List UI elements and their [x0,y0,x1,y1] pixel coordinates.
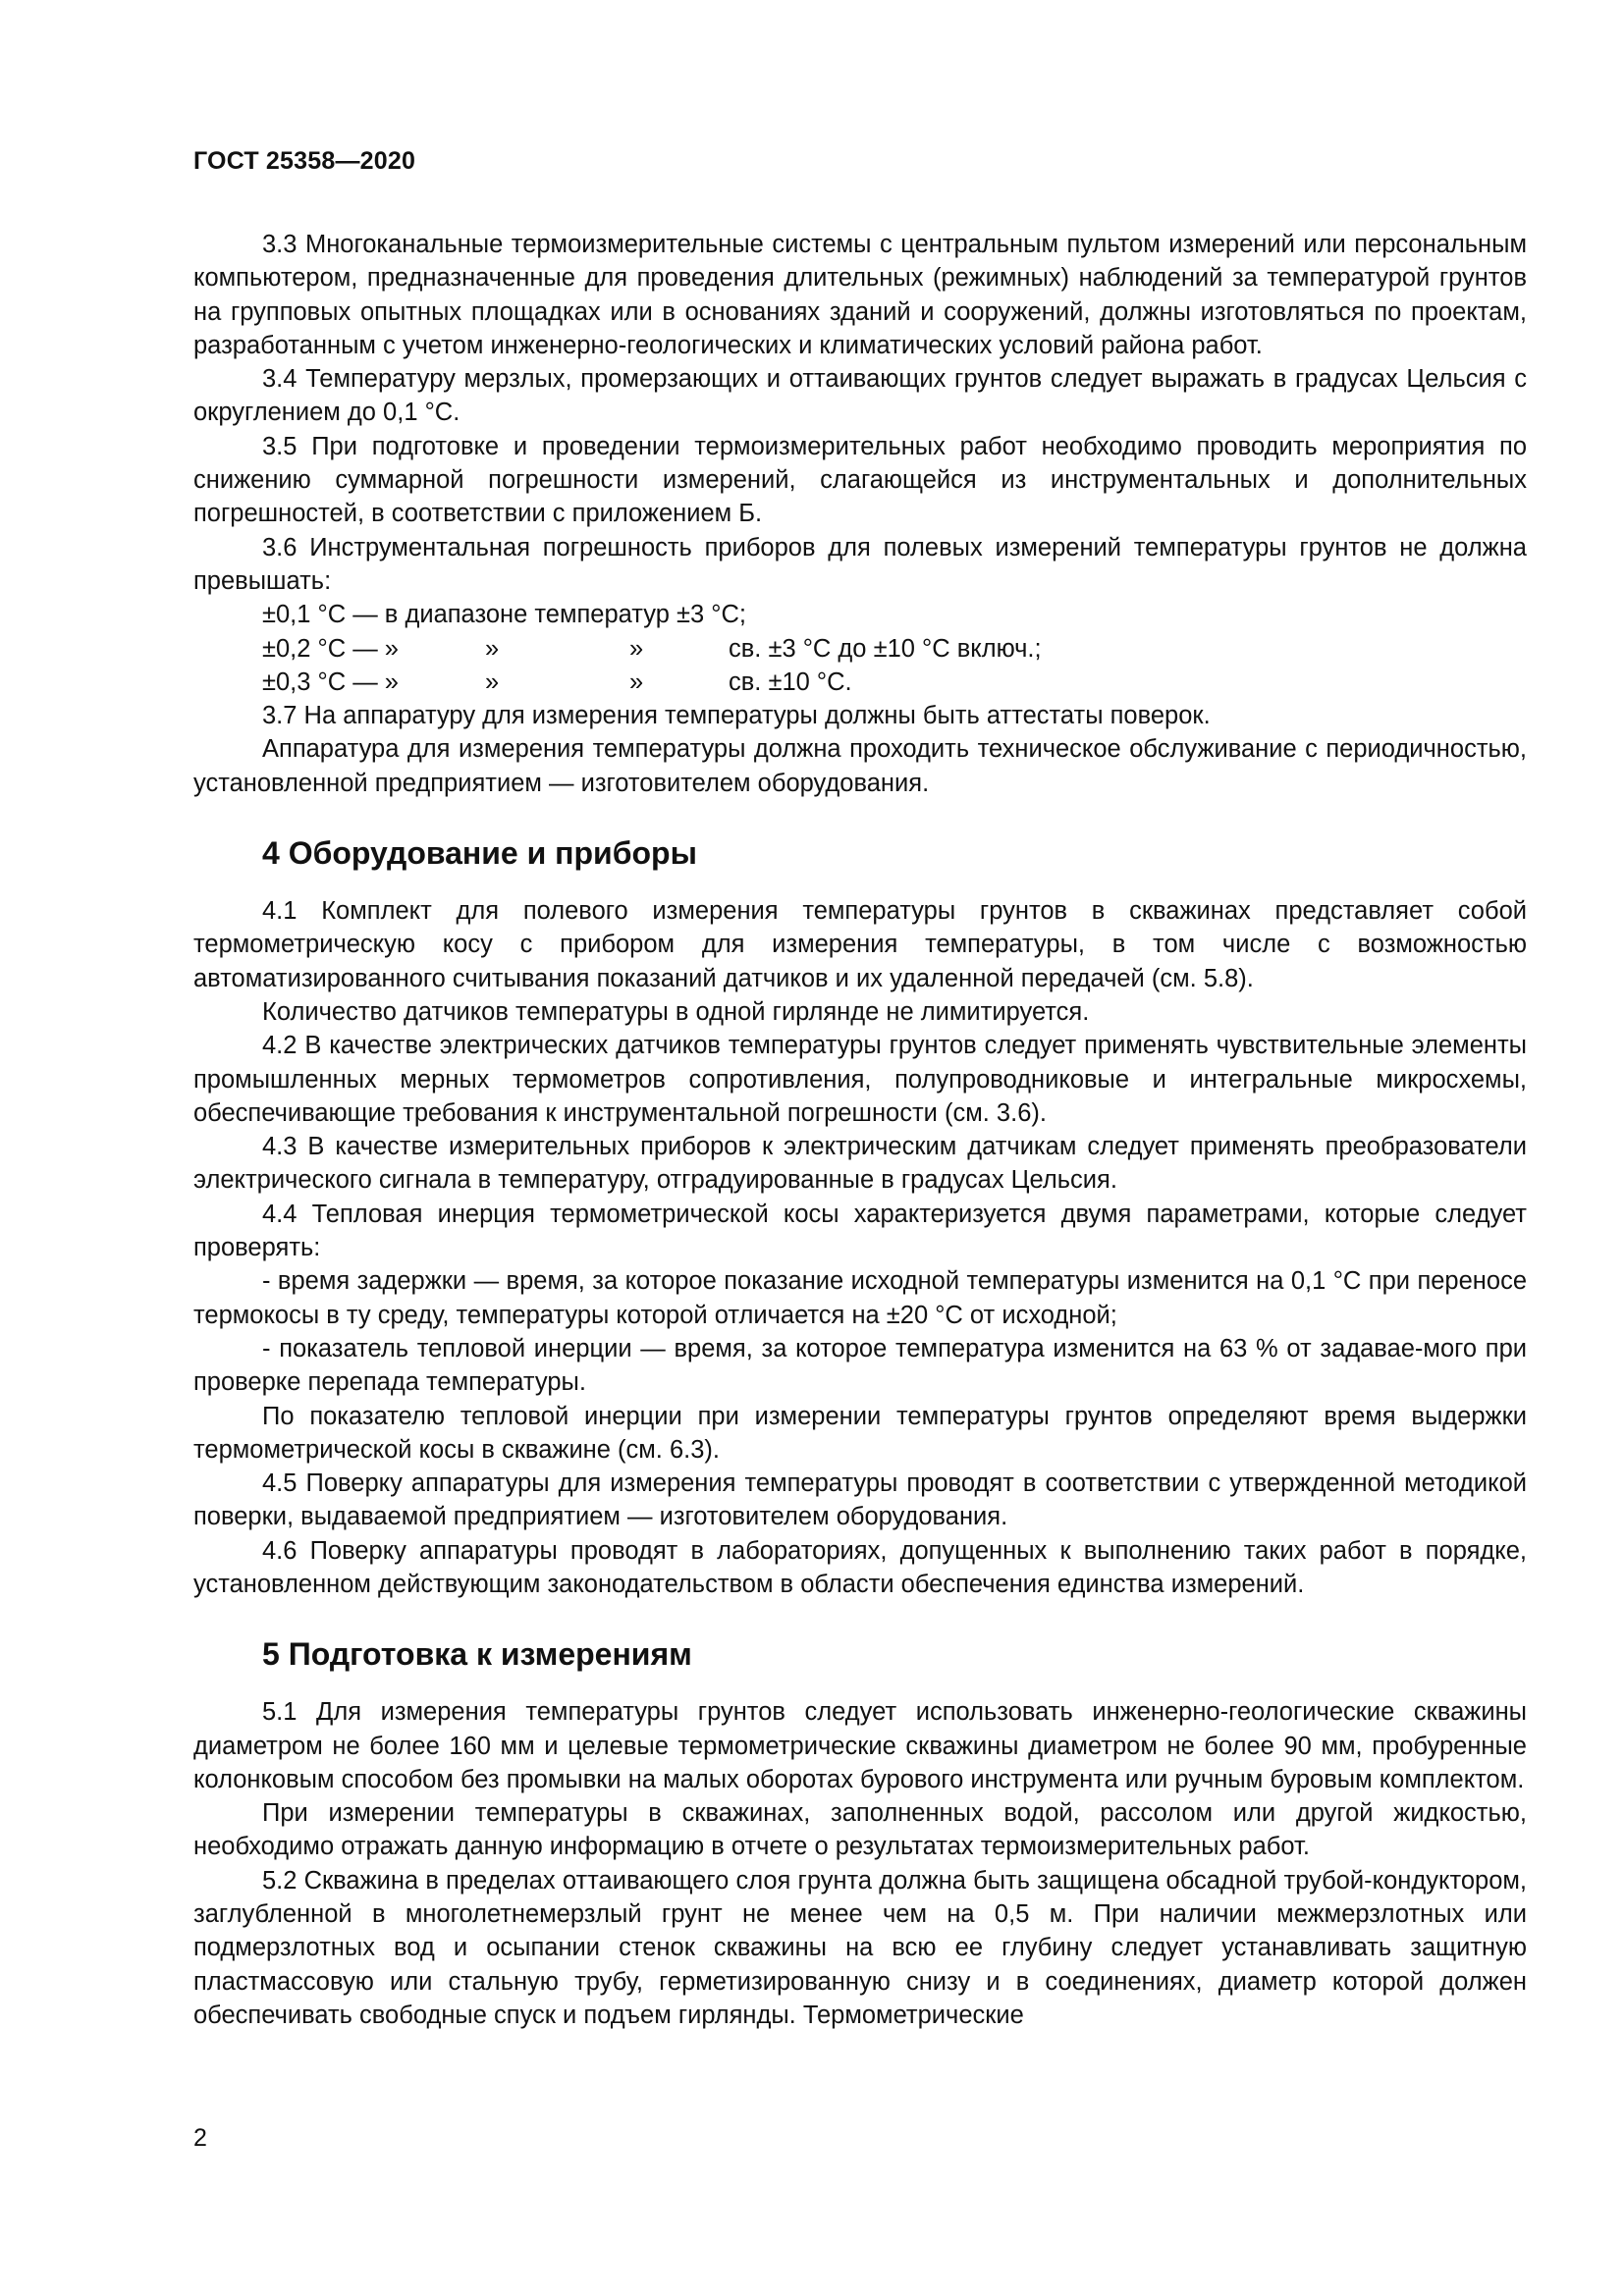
section-4-heading: 4 Оборудование и приборы [262,835,697,872]
paragraph-3-4: 3.4 Температуру мерзлых, промерзающих и оттаивающих грунтов следует выражать в градусах Цельсия с округлением до 0,1 °С. [193,365,1527,427]
paragraph-3-7-continued: Аппаратура для измерения температуры должна проходить техническое обслуживание с периодичностью, установленной предприятием — изготовителем оборудования. [193,735,1527,797]
paragraph-3-3: 3.3 Многоканальные термоизмерительные системы с центральным пультом измерений или персональным компьютером, предназначенные для проведения длительных (режимных) наблюдений за температурой грунтов на групповых опытных площадках или в основаниях зданий и сооружений, должны изготовляться по проектам, разработанным с учетом инженерно-геологических и климатических условий района работ. [193,231,1527,359]
paragraph-3-7: 3.7 На аппаратуру для измерения температуры должны быть аттестаты поверок. [262,702,1211,730]
paragraph-4-5: 4.5 Поверку аппаратуры для измерения температуры проводят в соответствии с утвержденной методикой поверки, выдаваемой предприятием — изготовителем оборудования. [193,1469,1527,1531]
paragraph-5-2: 5.2 Скважина в пределах оттаивающего слоя грунта должна быть защищена обсадной трубой-кондуктором, заглубленной в многолетнемерзлый грунт не менее чем на 0,5 м. При наличии межмерзлотных или подмерзлотных вод и осыпании стенок скважины на всю ее глубину следует устанавливать защитную пластмассовую или стальную трубу, герметизированную снизу и в соединениях, диаметр которой должен обеспечивать свободные спуск и подъем гирлянды. Термометрические [193,1866,1527,2029]
page-number: 2 [193,2124,207,2152]
ditto-mark: » [485,667,500,696]
paragraph-5-1: 5.1 Для измерения температуры грунтов следует использовать инженерно-геологические скважины диаметром не более 160 мм и целевые термометрические скважины диаметром не более 90 мм, пробуренные колонковым способом без промывки на малых оборотах бурового инструмента или ручным буровым комплектом. [193,1698,1527,1793]
tolerance-range: св. ±3 °С до ±10 °С включ.; [729,634,1042,663]
paragraph-3-5: 3.5 При подготовке и проведении термоизмерительных работ необходимо проводить мероприятия по снижению суммарной погрешности измерений, слагающейся из инструментальных и дополнительных погрешностей, в соответствии с приложением Б. [193,432,1527,528]
tolerance-value: ±0,3 °С — » [262,667,399,696]
paragraph-4-4-continued: По показателю тепловой инерции при измерении температуры грунтов определяют время выдержки термометрической косы в скважине (см. 6.3). [193,1402,1527,1464]
paragraph-4-1: 4.1 Комплект для полевого измерения температуры грунтов в скважинах представляет собой термометрическую косу с прибором для измерения температуры, в том числе с возможностью автоматизированного считывания показаний датчиков и их удаленной передачей (см. 5.8). [193,897,1527,992]
tolerance-row-3 [193,666,1527,699]
tolerance-range: св. ±10 °С. [729,667,852,696]
paragraph-4-3: 4.3 В качестве измерительных приборов к электрическим датчикам следует применять преобразователи электрического сигнала в температуру, отградуированные в градусах Цельсия. [193,1133,1527,1195]
section-5-heading: 5 Подготовка к измерениям [262,1636,692,1673]
paragraph-4-1-continued: Количество датчиков температуры в одной гирлянде не лимитируется. [262,997,1090,1026]
tolerance-value: ±0,2 °С — » [262,634,399,663]
document-body [193,228,1527,2032]
list-item-thermal-inertia: - показатель тепловой инерции — время, за которое температура изменится на 63 % от задавае-мого при проверке перепада температуры. [193,1334,1527,1397]
document-header: ГОСТ 25358—2020 [193,147,416,175]
tolerance-text: ±0,1 °С — в диапазоне температур ±3 °С; [262,601,746,629]
paragraph-5-1-continued: При измерении температуры в скважинах, заполненных водой, рассолом или другой жидкостью, необходимо отражать данную информацию в отчете о результатах термоизмерительных работ. [193,1799,1527,1861]
paragraph-4-2: 4.2 В качестве электрических датчиков температуры грунтов следует применять чувствительные элементы промышленных мерных термометров сопротивления, полупроводниковые и интегральные микросхемы, обеспечивающие требования к инструментальной погрешности (см. 3.6). [193,1032,1527,1127]
ditto-mark: » [629,667,644,696]
paragraph-4-4: 4.4 Тепловая инерция термометрической косы характеризуется двумя параметрами, которые следует проверять: [193,1200,1527,1262]
ditto-mark: » [629,634,644,663]
list-item-delay-time: - время задержки — время, за которое показание исходной температуры изменится на 0,1 °С при переносе термокосы в ту среду, температуры которой отличается на ±20 °С от исходной; [193,1267,1527,1329]
paragraph-4-6: 4.6 Поверку аппаратуры проводят в лабораториях, допущенных к выполнению таких работ в порядке, установленном действующим законодательством в области обеспечения единства измерений. [193,1536,1527,1598]
tolerance-row-2 [193,632,1527,666]
paragraph-3-6: 3.6 Инструментальная погрешность приборов для полевых измерений температуры грунтов не должна превышать: [193,533,1527,595]
tolerance-row-1 [193,598,1527,631]
ditto-mark: » [485,634,500,663]
